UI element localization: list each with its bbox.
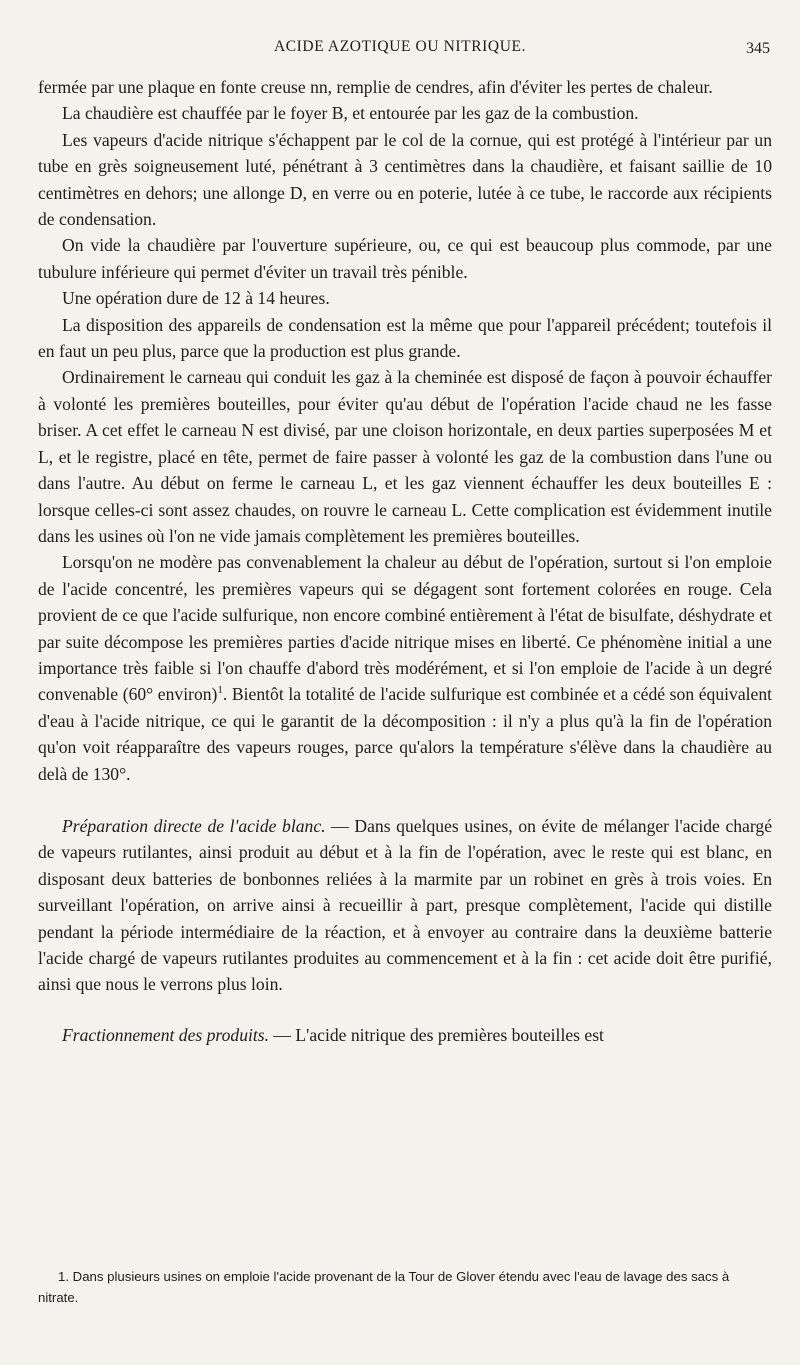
page-number: 345 xyxy=(746,40,770,57)
paragraph: La disposition des appareils de condensation est la même que pour l'appareil précédent; toutefois il en faut un peu plus, parce que la production est plus grande. xyxy=(38,314,772,362)
running-title: ACIDE AZOTIQUE OU NITRIQUE. xyxy=(273,38,527,55)
paragraph: La chaudière est chauffée par le foyer B, et entourée par les gaz de la combustion. xyxy=(62,103,639,124)
section-heading: Préparation directe de l'acide blanc. xyxy=(62,815,326,836)
section-text: — L'acide nitrique des premières bouteilles est xyxy=(269,1024,604,1045)
body-text xyxy=(38,74,772,1048)
page-header xyxy=(0,38,800,62)
paragraph-continuation: fermée par une plaque en fonte creuse nn, remplie de cendres, afin d'éviter les pertes de chaleur. xyxy=(38,77,713,97)
paragraph: On vide la chaudière par l'ouverture supérieure, ou, ce qui est beaucoup plus commode, par une tubulure inférieure qui permet d'éviter un travail très pénible. xyxy=(38,235,772,282)
section-acide-blanc xyxy=(38,813,772,998)
footnote-text: Dans plusieurs usines on emploie l'acide provenant de la Tour de Glover étendu avec l'eau de lavage des sacs à nitrate. xyxy=(38,1269,730,1305)
footnote xyxy=(38,1266,772,1308)
section-heading: Fractionnement des produits. xyxy=(62,1024,270,1045)
paragraph: Lorsqu'on ne modère pas convenablement la chaleur au début de l'opération, surtout si l'on emploie de l'acide concentré, les premières vapeurs qui se dégagent sont fortement colorées en rouge. Cela provient de ce que l'acide sulfurique, non encore combiné entièrement à l'état de bisulfate, déshydrate et par suite décompose les premières parties d'acide nitrique mises en liberté. Ce phénomène initial a une importance très faible si l'on chauffe d'abord très modérément, et si l'on emploie de l'acide à un degré convenable (60° environ)$^1$. Bientôt la totalité de l'acide sulfurique est combinée et a cédé son équivalent d'eau à l'acide nitrique, ce qui le garantit de la décomposition : il n'y a plus qu'à la fin de l'opération qu'on voit réapparaître des vapeurs rouges, parce qu'alors la température s'élève dans la chaudière au delà de 130°. xyxy=(38,552,773,784)
paragraph: Ordinairement le carneau qui conduit les gaz à la cheminée est disposé de façon à pouvoir échauffer à volonté les premières bouteilles, pour éviter qu'au début de l'opération l'acide chaud ne les fasse briser. A cet effet le carneau N est divisé, par une cloison horizontale, en deux parties superposées M et L, et le registre, placé en tête, permet de faire passer à volonté les gaz de la combustion dans l'une ou dans l'autre. Au début on ferme le carneau L, et les gaz viennent échauffer les deux bouteilles E : lorsque celles-ci sont assez chaudes, on rouvre le carneau L. Cette complication est évidemment inutile dans les usines où l'on ne vide jamais complètement les premières bouteilles. xyxy=(38,367,772,546)
section-fractionnement xyxy=(38,1022,772,1048)
paragraph-text: Bientôt la totalité de l'acide sulfurique est combinée et a cédé son équivalent d'eau à l'acide nitrique, ce qui le garantit de la décomposition : il n'y a plus qu'à la fin de l'opération qu'on voit réapparaître des vapeurs rouges, parce qu'alors la température s'élève dans la chaudière au delà de 130°. xyxy=(38,684,773,784)
footnote-number: 1. xyxy=(58,1269,69,1284)
section-text: — Dans quelques usines, on évite de mélanger l'acide chargé de vapeurs rutilantes, ainsi produit au début et à la fin de l'opération, avec le reste qui est blanc, en disposant deux batteries de bonbonnes reliées à la marmite par un robinet en grès à trois voies. En surveillant l'opération, on arrive ainsi à recueillir à part, presque complètement, l'acide qui distille pendant la période intermédiaire de la réaction, et à envoyer au contraire dans la deuxième batterie l'acide chargé de vapeurs rutilantes produites au commencement et à la fin : cet acide doit être purifié, ainsi que nous le verrons plus loin. xyxy=(38,815,773,995)
paragraph-text: Lorsqu'on ne modère pas convenablement la chaleur au début de l'opération, surtout si l'on emploie de l'acide concentré, les premières vapeurs qui se dégagent sont fortement colorées en rouge. Cela provient de ce que l'acide sulfurique, non encore combiné entièrement à l'état de bisulfate, déshydrate et par suite décompose les premières parties d'acide nitrique mises en liberté. Ce phénomène initial a une importance très faible si l'on chauffe d'abord très modérément, et si l'on emploie de l'acide à un degré convenable (60° environ) xyxy=(38,552,772,705)
footnote-reference[interactable]: 1 xyxy=(217,684,223,697)
paragraph: Une opération dure de 12 à 14 heures. xyxy=(62,288,330,309)
paragraph: Les vapeurs d'acide nitrique s'échappent par le col de la cornue, qui est protégé à l'intérieur par un tube en grès soigneusement luté, pénétrant à 3 centimètres dans la chaudière, et faisant saillie de 10 centimètres en dehors; une allonge D, en verre ou en poterie, lutée à ce tube, le raccorde aux récipients de condensation. xyxy=(38,129,772,230)
